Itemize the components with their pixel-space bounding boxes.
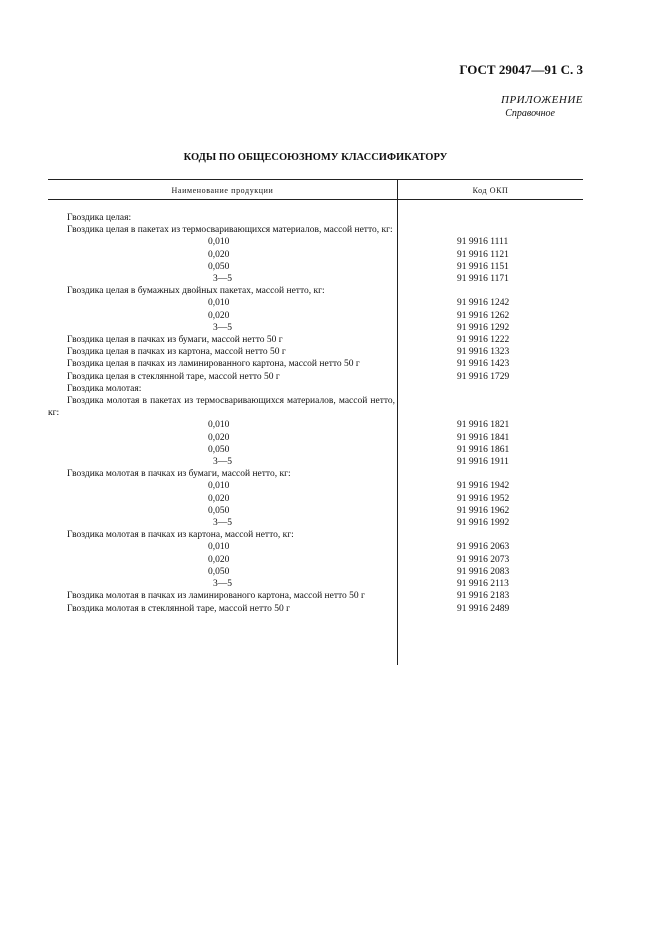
okp-code-cell xyxy=(395,285,583,297)
table-row xyxy=(48,554,583,566)
okp-code-cell xyxy=(395,395,583,419)
table-row xyxy=(48,566,583,578)
product-name-cell: Гвоздика молотая в пачках из картона, массой нетто, кг: xyxy=(67,530,294,541)
product-name-cell: Гвоздика целая в пачках из бумаги, массой нетто 50 г xyxy=(67,335,283,346)
okp-code-cell: 91 9916 1942 xyxy=(457,481,510,492)
product-name-cell: 0,020 xyxy=(208,249,230,260)
table-row xyxy=(48,236,583,248)
okp-code-cell: 91 9916 1861 xyxy=(457,444,510,455)
table-row xyxy=(48,505,583,517)
product-name-cell: 3—5 xyxy=(213,274,232,285)
table-header-rule xyxy=(48,199,583,200)
product-name-cell: Гвоздика молотая в стеклянной таре, массой нетто 50 г xyxy=(67,603,291,614)
okp-code-cell: 91 9916 1323 xyxy=(457,347,510,358)
okp-code-cell: 91 9916 2063 xyxy=(457,542,510,553)
product-name-cell: 3—5 xyxy=(213,579,232,590)
column-header-product: Наименование продукции xyxy=(171,186,274,195)
table-row xyxy=(48,261,583,273)
product-name-cell: 0,010 xyxy=(208,237,230,248)
table-row xyxy=(48,432,583,444)
table-row xyxy=(48,578,583,590)
table-row xyxy=(48,310,583,322)
product-name-cell: 3—5 xyxy=(213,518,232,529)
product-name-cell: 3—5 xyxy=(213,322,232,333)
table-row xyxy=(48,444,583,456)
okp-code-cell: 91 9916 2183 xyxy=(457,591,510,602)
table-row xyxy=(48,493,583,505)
okp-code-cell: 91 9916 2113 xyxy=(457,579,509,590)
product-name-cell: 0,020 xyxy=(208,310,230,321)
product-name-cell: 0,020 xyxy=(208,554,230,565)
table-row xyxy=(48,346,583,358)
table-row xyxy=(48,541,583,553)
okp-code-cell: 91 9916 1952 xyxy=(457,493,510,504)
product-name-cell: Гвоздика молотая в пачках из ламинированого картона, массой нетто 50 г xyxy=(67,591,365,602)
product-name-cell: 0,010 xyxy=(208,420,230,431)
table-row xyxy=(48,224,583,236)
table-row xyxy=(48,480,583,492)
product-name-cell: 0,020 xyxy=(208,432,230,443)
table-row xyxy=(48,285,583,297)
okp-code-cell: 91 9916 1242 xyxy=(457,298,510,309)
okp-code-cell: 91 9916 2083 xyxy=(457,566,510,577)
annex-label: ПРИЛОЖЕНИЕ xyxy=(501,94,583,106)
document-id: ГОСТ 29047—91 С. 3 xyxy=(459,62,583,77)
okp-code-cell: 91 9916 1222 xyxy=(457,335,510,346)
product-name-cell: Гвоздика целая в стеклянной таре, массой нетто 50 г xyxy=(67,371,280,382)
product-name-cell: 0,050 xyxy=(208,444,230,455)
okp-code-cell: 91 9916 1111 xyxy=(457,237,509,248)
table-row xyxy=(48,419,583,431)
table-row xyxy=(48,371,583,383)
table-row xyxy=(48,456,583,468)
okp-code-cell xyxy=(395,468,583,480)
okp-code-cell: 91 9916 2073 xyxy=(457,554,510,565)
product-name-cell: 0,050 xyxy=(208,566,230,577)
table-row xyxy=(48,212,583,224)
okp-code-cell: 91 9916 1911 xyxy=(457,457,509,468)
product-name-cell: Гвоздика целая в пачках из картона, массой нетто 50 г xyxy=(67,347,286,358)
annex-subtitle: Справочное xyxy=(505,108,555,119)
table-row xyxy=(48,590,583,602)
okp-code-cell: 91 9916 1962 xyxy=(457,505,510,516)
okp-code-cell xyxy=(395,212,583,224)
product-name-cell: Гвоздика молотая в пакетах из термосваривающихся материалов, массой нетто, кг: xyxy=(48,396,395,419)
okp-code-cell: 91 9916 1151 xyxy=(457,261,509,272)
okp-code-cell: 91 9916 1121 xyxy=(457,249,509,260)
product-name-cell: Гвоздика целая в пакетах из термосваривающихся материалов, массой нетто, кг: xyxy=(67,225,393,236)
table-row xyxy=(48,297,583,309)
okp-code-cell xyxy=(395,383,583,395)
product-name-cell: 0,020 xyxy=(208,493,230,504)
table-row xyxy=(48,468,583,480)
table-top-rule xyxy=(48,179,583,180)
table-body xyxy=(48,212,583,615)
okp-code-cell: 91 9916 2489 xyxy=(457,603,510,614)
okp-code-cell: 91 9916 1729 xyxy=(457,371,510,382)
table-row xyxy=(48,358,583,370)
table-row xyxy=(48,517,583,529)
okp-code-cell: 91 9916 1171 xyxy=(457,274,509,285)
product-name-cell: 0,010 xyxy=(208,481,230,492)
product-name-cell: Гвоздика молотая: xyxy=(67,383,142,394)
product-name-cell: 0,010 xyxy=(208,542,230,553)
table-row xyxy=(48,249,583,261)
table-row xyxy=(48,322,583,334)
okp-code-cell: 91 9916 1423 xyxy=(457,359,510,370)
product-name-cell: Гвоздика целая в пачках из ламинированного картона, массой нетто 50 г xyxy=(67,359,360,370)
table-row xyxy=(48,395,583,419)
product-name-cell: 0,010 xyxy=(208,298,230,309)
okp-code-cell: 91 9916 1292 xyxy=(457,322,510,333)
product-name-cell: Гвоздика целая в бумажных двойных пакетах, массой нетто, кг: xyxy=(67,286,325,297)
product-name-cell: 0,050 xyxy=(208,261,230,272)
page-title: КОДЫ ПО ОБЩЕСОЮЗНОМУ КЛАССИФИКАТОРУ xyxy=(183,152,448,163)
table-row xyxy=(48,273,583,285)
okp-code-cell xyxy=(395,529,583,541)
table-row xyxy=(48,529,583,541)
okp-code-cell: 91 9916 1841 xyxy=(457,432,510,443)
table-row xyxy=(48,334,583,346)
table-row xyxy=(48,603,583,615)
column-header-code: Код ОКП xyxy=(472,186,509,195)
product-name-cell: Гвоздика целая: xyxy=(67,213,132,223)
table-row xyxy=(48,383,583,395)
okp-code-cell: 91 9916 1262 xyxy=(457,310,510,321)
product-name-cell: 3—5 xyxy=(213,457,232,468)
classifier-table xyxy=(48,179,583,665)
product-name-cell: Гвоздика молотая в пачках из бумаги, массой нетто, кг: xyxy=(67,469,291,480)
okp-code-cell: 91 9916 1821 xyxy=(457,420,510,431)
okp-code-cell xyxy=(395,224,583,236)
okp-code-cell: 91 9916 1992 xyxy=(457,518,510,529)
product-name-cell: 0,050 xyxy=(208,505,230,516)
